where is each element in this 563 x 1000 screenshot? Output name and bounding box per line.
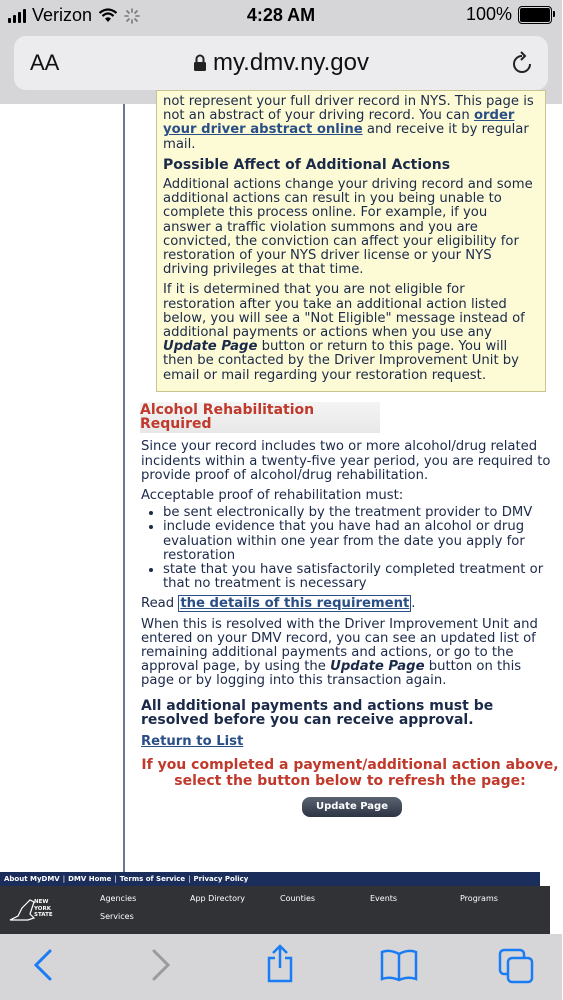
order-driver-abstract-link[interactable]: order your driver abstract online bbox=[163, 108, 515, 138]
url-text: my.dmv.ny.gov bbox=[212, 49, 370, 76]
carrier-name: Verizon bbox=[32, 5, 93, 25]
button-row bbox=[141, 797, 553, 817]
text-size-button[interactable]: AA bbox=[30, 50, 60, 75]
notice-paragraph-2: If it is determined that you are not eligible for restoration after you take an additional action listed below, you will see a "Not Eligible" message instead of additional payments or actions when you use any Update Page button or return to this page. You will then be contacted by the Driver Improvement Unit by email or mail regarding your restoration request. bbox=[163, 282, 525, 383]
must-resolve-notice: All additional payments and actions must be resolved before you can receive approval. bbox=[141, 697, 494, 728]
nav-agencies[interactable]: Agencies bbox=[100, 894, 137, 903]
return-to-list-link[interactable]: Return to List bbox=[141, 733, 244, 749]
section-paragraph: Since your record includes two or more alcohol/drug related incidents within a twenty-five year period, you are required to provide proof of alcohol/drug rehabilitation. bbox=[141, 439, 551, 483]
list-item: • be sent electronically by the treatment provider to DMV bbox=[163, 506, 553, 520]
back-arrow-icon[interactable] bbox=[32, 948, 54, 982]
footer-link-about[interactable]: About MyDMV bbox=[4, 875, 60, 883]
requirement-details-link[interactable]: the details of this requirement bbox=[180, 596, 410, 612]
bookmarks-icon[interactable] bbox=[380, 948, 418, 982]
section-title: Alcohol Rehabilitation Required bbox=[140, 402, 380, 433]
additional-actions-notice bbox=[156, 90, 546, 392]
nav-counties[interactable]: Counties bbox=[280, 894, 316, 903]
nav-programs[interactable]: Programs bbox=[460, 894, 498, 903]
tabs-icon[interactable] bbox=[498, 948, 534, 984]
return-line bbox=[141, 735, 553, 749]
update-page-button[interactable]: Update Page bbox=[302, 797, 402, 817]
notice-heading: Possible Affect of Additional Actions bbox=[163, 156, 451, 173]
nys-logo[interactable]: NEW YORK STATE bbox=[8, 898, 62, 924]
list-item: • state that you have satisfactorily completed treatment or that no treatment is necessary bbox=[163, 563, 553, 591]
forward-arrow-icon[interactable] bbox=[150, 948, 172, 982]
read-details-line: Read the details of this requirement . bbox=[141, 596, 416, 612]
nav-app-directory[interactable]: App Directory bbox=[190, 894, 246, 903]
battery-icon bbox=[518, 6, 552, 24]
clock: 4:28 AM bbox=[246, 5, 316, 25]
lock-icon bbox=[193, 54, 207, 72]
battery-group bbox=[466, 4, 552, 25]
reload-icon[interactable] bbox=[510, 50, 534, 76]
address-bar[interactable] bbox=[14, 36, 548, 90]
footer-link-terms[interactable]: Terms of Service bbox=[119, 875, 186, 883]
resolved-paragraph: When this is resolved with the Driver Improvement Unit and entered on your DMV record, you can see an updated list of remaining additional payments and actions, or go to the approval page, by using the Update Page button on this page or by logging into this transaction again. bbox=[141, 616, 538, 689]
content-divider bbox=[123, 104, 125, 874]
nav-services[interactable]: Services bbox=[100, 912, 134, 921]
browser-toolbar bbox=[0, 934, 562, 1000]
nys-footer-bar bbox=[0, 886, 550, 934]
browser-top-bar bbox=[0, 0, 562, 104]
alcohol-rehab-section bbox=[140, 402, 559, 817]
battery-percent: 100% bbox=[465, 4, 512, 24]
share-icon[interactable] bbox=[264, 944, 296, 984]
status-bar bbox=[0, 0, 562, 32]
proof-label: Acceptable proof of rehabilitation must: bbox=[141, 488, 404, 504]
list-item: • include evidence that you have had an alcohol or drug evaluation within one year from the date you apply for restoration bbox=[163, 520, 553, 563]
notice-intro: not represent your full driver record in NYS. This page is not an abstract of your driving record. You can order your driver abstract online and receive it by regular mail. bbox=[163, 94, 534, 152]
url-display[interactable] bbox=[14, 49, 548, 77]
web-page bbox=[0, 94, 562, 934]
notice-paragraph-1: Additional actions change your driving record and some additional actions can result in you being unable to complete this process online. For example, if you answer a traffic violation summons and you are convicted, the conviction can affect your eligibility for restoration of your NYS driver license or your NYS driving privileges at that time. bbox=[163, 177, 533, 278]
refresh-notice: If you completed a payment/additional action above, select the button below to refresh the page: bbox=[141, 756, 559, 789]
nav-events[interactable]: Events bbox=[370, 894, 398, 903]
footer-link-privacy[interactable]: Privacy Policy bbox=[193, 875, 249, 883]
footer-links: About MyDMV | DMV Home | Terms of Service | Privacy Policy bbox=[0, 872, 540, 886]
proof-list bbox=[141, 506, 553, 591]
footer-link-dmv-home[interactable]: DMV Home bbox=[68, 875, 112, 883]
